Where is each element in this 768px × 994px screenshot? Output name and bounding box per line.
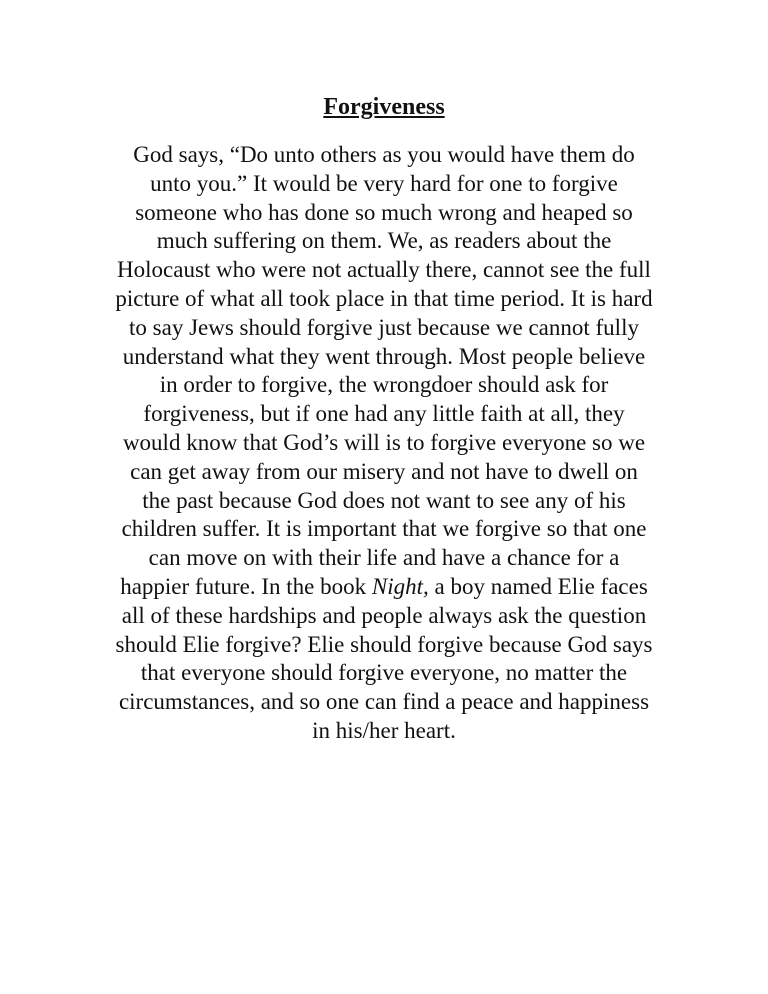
paragraph-line: can get away from our misery and not have to dwell on bbox=[130, 458, 638, 484]
paragraph-line-night bbox=[84, 573, 684, 602]
line-text-before: happier future. In the book bbox=[120, 573, 372, 599]
paragraph-line: God says, “Do unto others as you would have them do bbox=[133, 142, 635, 167]
paragraph-line: in order to forgive, the wrongdoer should ask for bbox=[159, 372, 609, 398]
paragraph-line: can move on with their life and have a chance for a bbox=[148, 545, 620, 571]
paragraph-line: should Elie forgive? Elie should forgive because God says bbox=[115, 631, 653, 657]
paragraph-line: circumstances, and so one can find a peace and happiness bbox=[118, 689, 650, 715]
paragraph-line: forgiveness, but if one had any little faith at all, they bbox=[143, 401, 625, 427]
line-text-after: a boy named Elie faces bbox=[428, 573, 648, 599]
paragraph-line: unto you.” It would be very hard for one to forgive bbox=[150, 170, 618, 196]
paragraph-line: Holocaust who were not actually there, cannot see the full bbox=[117, 257, 651, 283]
paragraph-line: understand what they went through. Most people believe bbox=[122, 343, 646, 369]
paragraph-line: in his/her heart. bbox=[312, 717, 456, 743]
paragraph-line: children suffer. It is important that we forgive so that one bbox=[121, 516, 647, 542]
paragraph-line: picture of what all took place in that time period. It is hard bbox=[115, 285, 653, 311]
document-title: Forgiveness bbox=[323, 94, 445, 120]
paragraph-line: that everyone should forgive everyone, no matter the bbox=[140, 660, 628, 686]
paragraph-line: to say Jews should forgive just because we cannot fully bbox=[129, 314, 639, 340]
paragraph-line: the past because God does not want to see any of his bbox=[142, 487, 626, 513]
paragraph-line: would know that God’s will is to forgive everyone so we bbox=[122, 429, 646, 455]
paragraph-line: all of these hardships and people always ask the question bbox=[121, 602, 647, 628]
paragraph-line: someone who has done so much wrong and heaped so bbox=[135, 199, 633, 225]
paragraph-line: much suffering on them. We, as readers about the bbox=[156, 228, 612, 254]
essay-paragraph bbox=[84, 141, 684, 746]
book-title-night: Night, bbox=[371, 573, 429, 599]
